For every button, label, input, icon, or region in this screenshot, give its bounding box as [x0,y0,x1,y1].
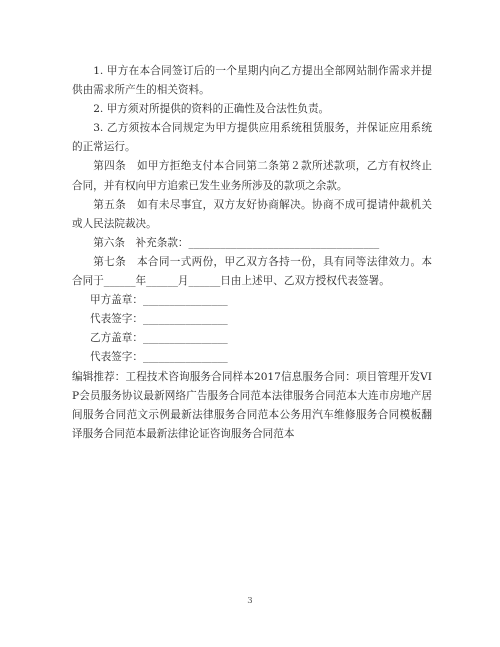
clause-item-2: 2. 甲方须对所提供的资料的正确性及合法性负责。 [93,103,330,116]
article-5: 第五条 如有未尽事宜，双方友好协商解决。协商不成可提请仲裁机关或人民法院裁决。 [72,198,432,230]
party-a-seal-line: 甲方盖章：________________ [90,294,228,307]
clause-item-1: 1. 甲方在本合同签订后的一个星期内向乙方提出全部网站制作需求并提供由需求所产生的相关资料。 [72,65,432,97]
party-b-seal-line: 乙方盖章：________________ [90,332,228,345]
page-number: 3 [247,596,253,606]
article-4: 第四条 如甲方拒绝支付本合同第二条第２款所述款项，乙方有权终止合同，并有权向甲方追索已发生业务所涉及的款项之余款。 [72,160,432,192]
editor-recommendation: 编辑推荐：工程技术咨询服务合同样本2017信息服务合同：项目管理开发VIP会员服务协议最新网络广告服务合同范本法律服务合同范本大连市房地产居间服务合同范文示例最新法律服务合同范本公务用汽车维修服务合同模板翻译服务合同范本最新法律论证咨询服务合同范本 [72,370,432,440]
article-6: 第六条 补充条款：____________________________________ [93,236,380,249]
document-body [72,62,432,444]
party-a-representative-line: 代表签字：________________ [90,313,228,326]
article-7: 第七条 本合同一式两份，甲乙双方各持一份，具有同等法律效力。本合同于______年______月______日由上述甲、乙双方授权代表签署。 [72,255,432,288]
clause-item-3: 3. 乙方须按本合同规定为甲方提供应用系统租赁服务，并保证应用系统的正常运行。 [72,122,432,154]
party-b-representative-line: 代表签字：________________ [90,351,228,364]
